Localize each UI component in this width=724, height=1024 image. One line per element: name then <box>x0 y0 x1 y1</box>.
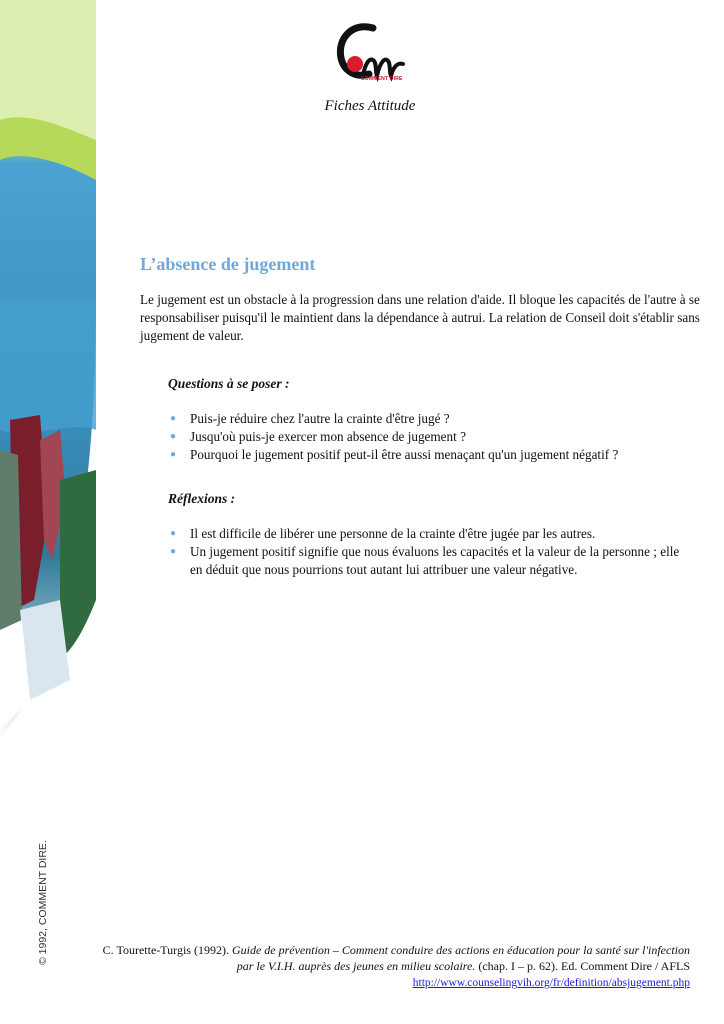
bullet-icon: ● <box>170 528 177 539</box>
citation-author: C. Tourette-Turgis (1992). <box>102 943 229 957</box>
citation-details: (chap. I – p. 62). Ed. Comment Dire / AFLS <box>478 959 690 973</box>
bullet-icon: ● <box>170 449 177 460</box>
bullet-icon: ● <box>170 431 177 442</box>
reflexions-list <box>168 525 688 579</box>
questions-heading: Questions à se poser : <box>168 376 290 391</box>
list-item <box>168 410 688 428</box>
list-item <box>168 525 688 543</box>
bullet-icon: ● <box>170 546 177 557</box>
page-subtitle: Fiches Attitude <box>324 98 416 114</box>
intro-paragraph: Le jugement est un obstacle à la progression dans une relation d'aide. Il bloque les capacités de l'autre à se responsabiliser puisqu'il le maintient dans la dépendance à autrui. La relation de Conseil doit s'établir sans jugement de valeur. <box>140 292 700 343</box>
logo-text: COMMENT DIRE <box>361 76 403 82</box>
list-item <box>168 428 688 446</box>
decorative-side-painting <box>0 0 100 760</box>
reflexions-heading: Réflexions : <box>168 491 236 506</box>
list-item <box>168 543 688 579</box>
bullet-icon: ● <box>170 413 177 424</box>
list-item-text: Jusqu'où puis-je exercer mon absence de jugement ? <box>190 429 466 444</box>
questions-list <box>168 410 688 464</box>
copyright-notice: © 1992, COMMENT DIRE. <box>37 840 49 965</box>
citation <box>100 942 690 991</box>
list-item-text: Un jugement positif signifie que nous évaluons les capacités et la valeur de la personne ; elle en déduit que nous pourrions tout autant lui attribuer une valeur négative. <box>190 544 680 577</box>
list-item-text: Pourquoi le jugement positif peut-il être aussi menaçant qu'un jugement négatif ? <box>190 447 619 462</box>
source-link[interactable]: http://www.counselingvih.org/fr/definition/absjugement.php <box>412 977 690 989</box>
list-item-text: Il est difficile de libérer une personne de la crainte d'être jugée par les autres. <box>190 526 596 541</box>
list-item <box>168 446 688 464</box>
article-title: L’absence de jugement <box>140 254 316 274</box>
citation-title: Guide de prévention – Comment conduire des actions en éducation pour la santé sur l'infection par le V.I.H. auprès des jeunes en milieu scolaire. <box>231 943 690 973</box>
list-item-text: Puis-je réduire chez l'autre la crainte d'être jugé ? <box>190 411 450 426</box>
